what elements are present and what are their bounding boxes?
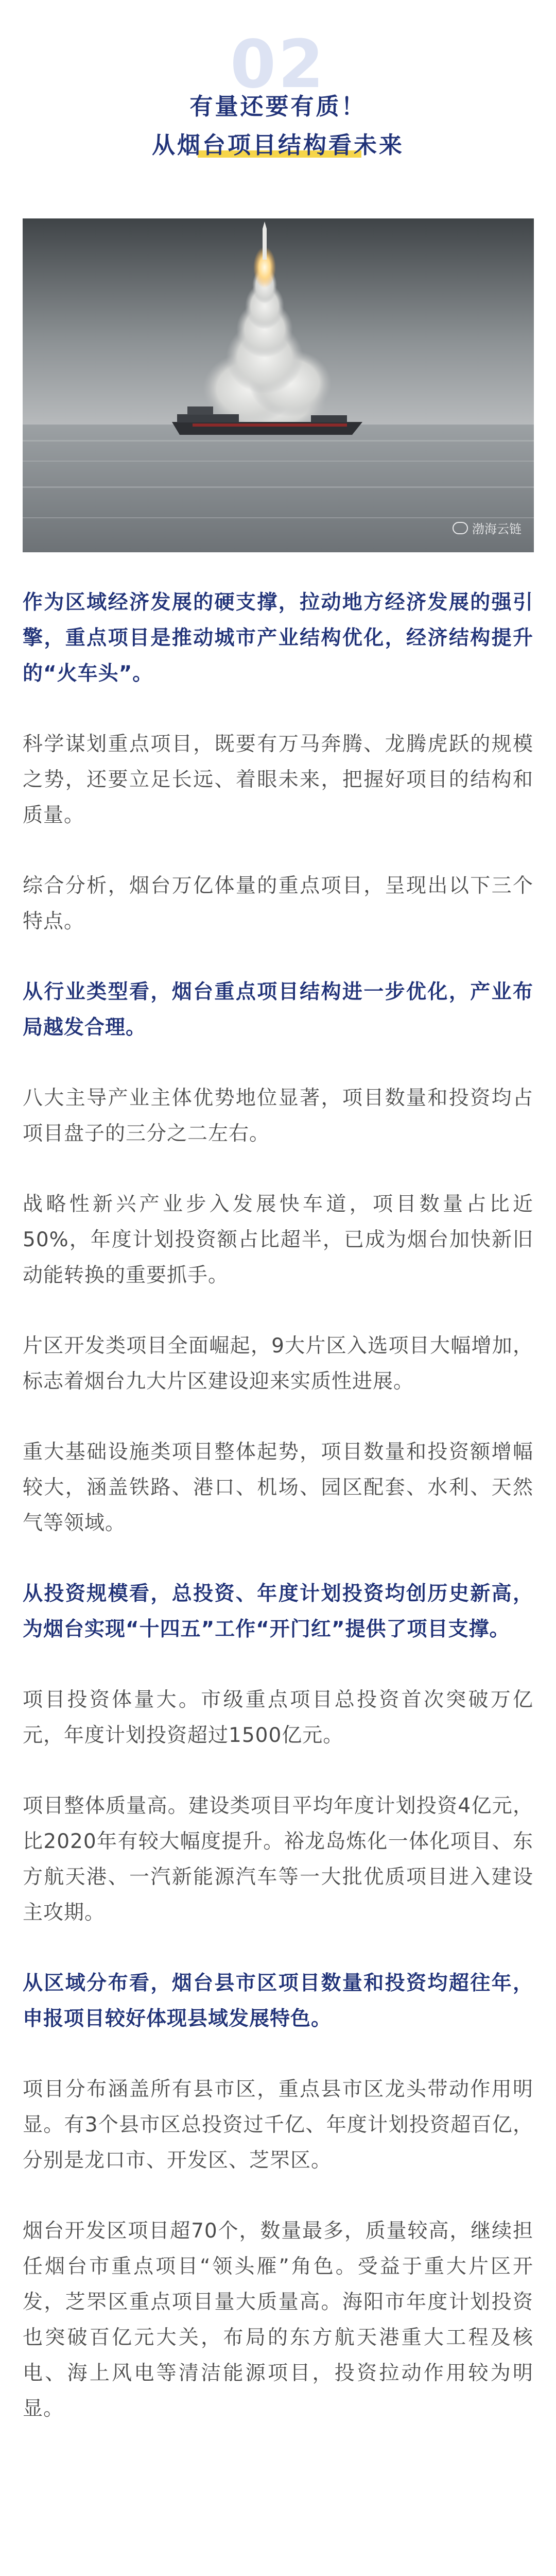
lead-paragraph: 从行业类型看，烟台重点项目结构进一步优化，产业布局越发合理。: [23, 980, 533, 1039]
paragraph: 项目分布涵盖所有县市区，重点县市区龙头带动作用明显。有3个县市区总投资过千亿、年度计划投资超百亿，分别是龙口市、开发区、芝罘区。: [23, 2078, 533, 2172]
photo-watermark: [453, 519, 522, 537]
lead-paragraph: 作为区域经济发展的硬支撑，拉动地方经济发展的强引擎，重点项目是推动城市产业结构优化，经济结构提升的“火车头”。: [23, 591, 533, 685]
wechat-icon: [453, 522, 468, 534]
paragraph: 八大主导产业主体优势地位显著，项目数量和投资均占项目盘子的三分之二左右。: [23, 1087, 533, 1145]
paragraph: 战略性新兴产业步入发展快车道，项目数量占比近50%，年度计划投资额占比超半，已成为烟台加快新旧动能转换的重要抓手。: [23, 1193, 533, 1287]
paragraph: 项目整体质量高。建设类项目平均年度计划投资4亿元，比2020年有较大幅度提升。裕龙岛炼化一体化项目、东方航天港、一汽新能源汽车等一大批优质项目进入建设主攻期。: [23, 1794, 533, 1924]
rocket-launch-photo: [23, 218, 534, 552]
lead-paragraph: 从投资规模看，总投资、年度计划投资均创历史新高，为烟台实现“十四五”工作“开门红”提供了项目支撑。: [23, 1582, 533, 1641]
section-number: 02: [230, 26, 326, 103]
section-heading-line2: 从烟台项目结构看未来: [151, 131, 404, 159]
section-header: [0, 0, 556, 185]
section-heading-line1: 有量还要有质！: [189, 93, 367, 120]
watermark-text: 渤海云链: [472, 522, 522, 536]
paragraph: 重大基础设施类项目整体起势，项目数量和投资额增幅较大，涵盖铁路、港口、机场、园区配套、水利、天然气等领域。: [23, 1440, 533, 1535]
lead-paragraph: 从区域分布看，烟台县市区项目数量和投资均超往年，申报项目较好体现县域发展特色。: [23, 1972, 533, 2030]
paragraph: 片区开发类项目全面崛起，9大片区入选项目大幅增加，标志着烟台九大片区建设迎来实质性进展。: [23, 1334, 533, 1393]
paragraph: 科学谋划重点项目，既要有万马奔腾、龙腾虎跃的规模之势，还要立足长远、着眼未来，把握好项目的结构和质量。: [23, 733, 533, 827]
paragraph: 项目投资体量大。市级重点项目总投资首次突破万亿元，年度计划投资超过1500亿元。: [23, 1688, 533, 1747]
article-body: [23, 585, 533, 2462]
paragraph: 综合分析，烟台万亿体量的重点项目，呈现出以下三个特点。: [23, 874, 533, 933]
rocket-launch-illustration: [23, 218, 534, 552]
paragraph: 烟台开发区项目超70个，数量最多，质量较高，继续担任烟台市重点项目“领头雁”角色。受益于重大片区开发，芝罘区重点项目量大质量高。海阳市年度计划投资也突破百亿元大关，布局的东方航天港重大工程及核电、海上风电等清洁能源项目，投资拉动作用较为明显。: [23, 2219, 533, 2420]
